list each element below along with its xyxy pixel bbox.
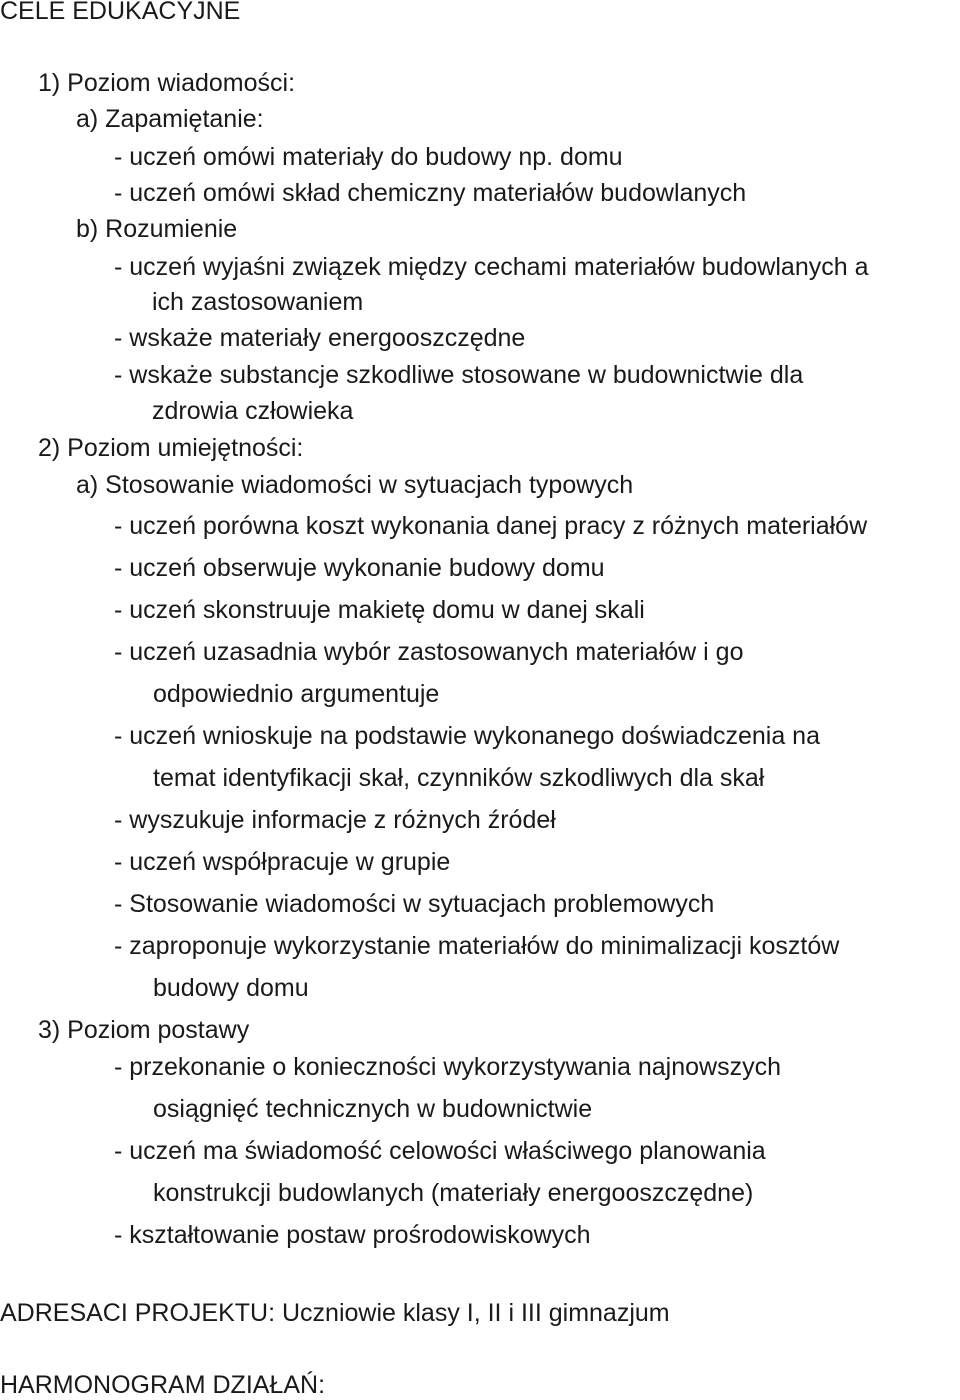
list-item-continuation: odpowiednio argumentuje bbox=[153, 680, 440, 708]
list-item: - uczeń omówi skład chemiczny materiałów budowlanych bbox=[114, 179, 747, 207]
list-item: - uczeń porówna koszt wykonania danej pracy z różnych materiałów bbox=[114, 512, 868, 540]
list-item: - wyszukuje informacje z różnych źródeł bbox=[114, 806, 556, 834]
list-item: - uczeń uzasadnia wybór zastosowanych materiałów i go bbox=[114, 638, 744, 666]
list-item: - Stosowanie wiadomości w sytuacjach problemowych bbox=[114, 890, 715, 918]
list-item: - kształtowanie postaw prośrodowiskowych bbox=[114, 1221, 591, 1249]
section1-a-label: a) Zapamiętanie: bbox=[76, 105, 264, 133]
list-item-continuation: ich zastosowaniem bbox=[152, 288, 364, 316]
section2-title: 2) Poziom umiejętności: bbox=[38, 434, 304, 462]
adresaci-projektu: ADRESACI PROJEKTU: Uczniowie klasy I, II i III gimnazjum bbox=[0, 1299, 670, 1327]
harmonogram-heading: HARMONOGRAM DZIAŁAŃ: bbox=[0, 1371, 326, 1399]
section3-title: 3) Poziom postawy bbox=[38, 1016, 250, 1044]
list-item-continuation: osiągnięć technicznych w budownictwie bbox=[153, 1095, 593, 1123]
list-item: - wskaże materiały energooszczędne bbox=[114, 324, 526, 352]
list-item-continuation: budowy domu bbox=[153, 974, 309, 1002]
list-item: - uczeń obserwuje wykonanie budowy domu bbox=[114, 554, 605, 582]
section1-title: 1) Poziom wiadomości: bbox=[38, 69, 296, 97]
list-item-continuation: temat identyfikacji skał, czynników szkodliwych dla skał bbox=[153, 764, 765, 792]
section2-a-label: a) Stosowanie wiadomości w sytuacjach typowych bbox=[76, 471, 634, 499]
heading-cele-edukacyjne: CELE EDUKACYJNE bbox=[0, 0, 241, 25]
list-item-continuation: konstrukcji budowlanych (materiały energooszczędne) bbox=[153, 1179, 754, 1207]
list-item: - zaproponuje wykorzystanie materiałów do minimalizacji kosztów bbox=[114, 932, 840, 960]
list-item: - przekonanie o konieczności wykorzystywania najnowszych bbox=[114, 1053, 781, 1081]
list-item: - uczeń ma świadomość celowości właściwego planowania bbox=[114, 1137, 766, 1165]
list-item: - wskaże substancje szkodliwe stosowane w budownictwie dla bbox=[114, 361, 804, 389]
list-item: - uczeń wyjaśni związek między cechami materiałów budowlanych a bbox=[114, 253, 869, 281]
list-item: - uczeń wnioskuje na podstawie wykonanego doświadczenia na bbox=[114, 722, 820, 750]
list-item: - uczeń skonstruuje makietę domu w danej skali bbox=[114, 596, 645, 624]
section1-b-label: b) Rozumienie bbox=[76, 215, 238, 243]
list-item: - uczeń omówi materiały do budowy np. domu bbox=[114, 143, 623, 171]
list-item: - uczeń współpracuje w grupie bbox=[114, 848, 451, 876]
list-item-continuation: zdrowia człowieka bbox=[152, 397, 354, 425]
